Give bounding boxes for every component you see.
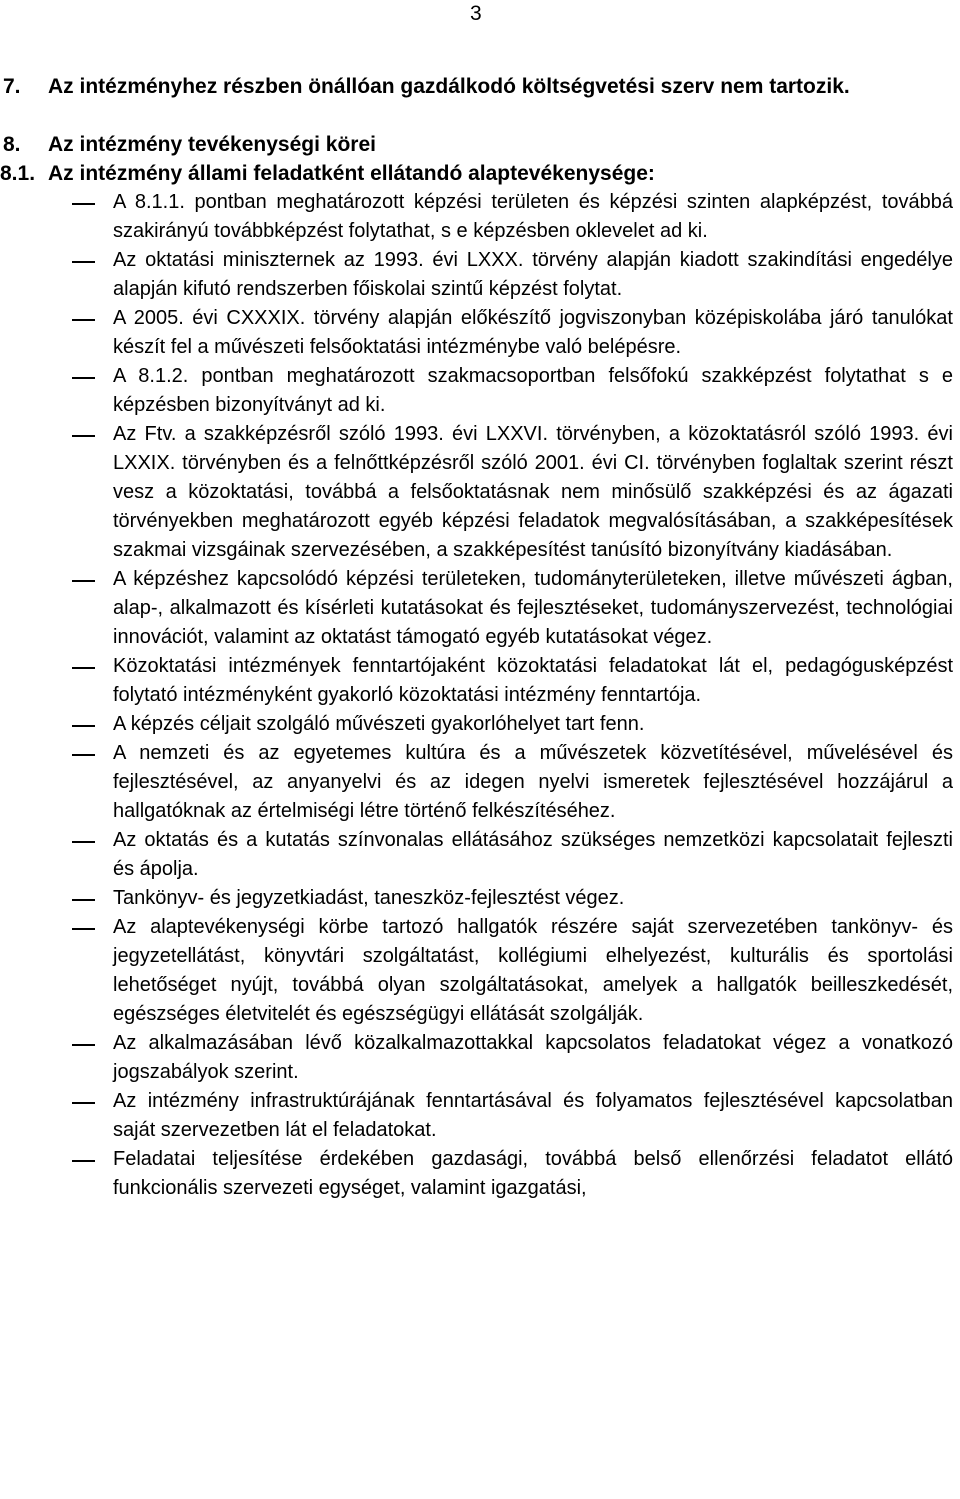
dash-bullet-icon <box>72 899 95 901</box>
section-8-heading <box>0 130 960 159</box>
dash-bullet-icon <box>72 435 95 437</box>
list-item-text: A képzéshez kapcsolódó képzési területeken, tudományterületeken, illetve művészeti ágban, alap-, alkalmazott és kísérleti kutatásokat és fejlesztéseket, tudományszervezést, technológiai innovációt, valamint az oktatást támogató egyéb kutatásokat végez. <box>113 568 953 648</box>
list-item <box>0 565 953 652</box>
list-item-text: A nemzeti és az egyetemes kultúra és a művészetek közvetítésével, művelésével és fejlesztésével, az anyanyelvi és az idegen nyelvi ismeretek fejlesztésével hozzájárul a hallgatóknak az értelmiségi létre történő felkészítéséhez. <box>113 742 953 822</box>
dash-bullet-icon <box>72 377 95 379</box>
dash-bullet-icon <box>72 928 95 930</box>
list-item <box>0 246 953 304</box>
list-item <box>0 420 953 565</box>
list-item-text: Közoktatási intézmények fenntartójaként közoktatási feladatokat lát el, pedagógusképzést folytató intézményként gyakorló közoktatási intézmény fenntartója. <box>113 655 953 706</box>
section-7-text: Az intézményhez részben önállóan gazdálkodó költségvetési szerv nem tartozik. <box>48 75 850 98</box>
task-list <box>0 188 960 1203</box>
dash-bullet-icon <box>72 580 95 582</box>
list-item-text: Az alaptevékenységi körbe tartozó hallgatók részére saját szervezetében tankönyv- és jegyzetellátást, könyvtári szolgáltatást, kollégiumi elhelyezést, kulturális és sportolási lehetőséget nyújt, továbbá olyan szolgáltatásokat, amelyek a hallgatók beilleszkedését, egészséges életvitelét és egészségügyi ellátását szolgálják. <box>113 916 953 1025</box>
dash-bullet-icon <box>72 261 95 263</box>
list-item-text: Tankönyv- és jegyzetkiadást, taneszköz-fejlesztést végez. <box>113 887 625 909</box>
section-8-number: 8. <box>3 133 21 156</box>
list-item-text: A képzés céljait szolgáló művészeti gyakorlóhelyet tart fenn. <box>113 713 645 735</box>
list-item-text: Feladatai teljesítése érdekében gazdasági, továbbá belső ellenőrzési feladatot ellátó funkcionális szervezeti egységet, valamint igazgatási, <box>113 1148 953 1199</box>
section-7-number: 7. <box>3 75 21 98</box>
list-item <box>0 362 953 420</box>
list-item <box>0 826 953 884</box>
dash-bullet-icon <box>72 1102 95 1104</box>
list-item-text: A 8.1.2. pontban meghatározott szakmacsoportban felsőfokú szakképzést folytathat s e képzésben bizonyítványt ad ki. <box>113 365 953 416</box>
list-item-text: Az alkalmazásában lévő közalkalmazottakkal kapcsolatos feladatokat végez a vonatkozó jogszabályok szerint. <box>113 1032 953 1083</box>
list-item-text: A 8.1.1. pontban meghatározott képzési területen és képzési szinten alapképzést, továbbá szakirányú továbbképzést folytathat, s e képzésben oklevelet ad ki. <box>113 191 953 242</box>
list-item <box>0 1145 953 1203</box>
dash-bullet-icon <box>72 1160 95 1162</box>
list-item-text: Az Ftv. a szakképzésről szóló 1993. évi LXXVI. törvényben, a közoktatásról szóló 1993. évi LXXIX. törvényben és a felnőttképzésről szóló 2001. évi CI. törvényben foglaltak szerint részt vesz a közoktatási, továbbá a felsőoktatásnak nem minősülő szakképzési és az ágazati törvényekben meghatározott egyéb képzési feladatok megvalósításában, a szakképesítések szakmai vizsgáinak szervezésében, a szakképesítést tanúsító bizonyítvány kiadásában. <box>113 423 953 561</box>
list-item <box>0 884 953 913</box>
document-body <box>0 72 960 1203</box>
dash-bullet-icon <box>72 725 95 727</box>
dash-bullet-icon <box>72 754 95 756</box>
dash-bullet-icon <box>72 1044 95 1046</box>
list-item <box>0 710 953 739</box>
section-7-heading <box>0 72 960 101</box>
list-item <box>0 652 953 710</box>
dash-bullet-icon <box>72 319 95 321</box>
list-item-text: Az oktatás és a kutatás színvonalas ellátásához szükséges nemzetközi kapcsolatait fejleszti és ápolja. <box>113 829 953 880</box>
section-8-1-number: 8.1. <box>0 162 36 185</box>
list-item-text: Az oktatási miniszternek az 1993. évi LXXX. törvény alapján kiadott szakindítási engedélye alapján kifutó rendszerben főiskolai szintű képzést folytat. <box>113 249 953 300</box>
list-item <box>0 739 953 826</box>
dash-bullet-icon <box>72 203 95 205</box>
list-item <box>0 1029 953 1087</box>
section-8-1-text: Az intézmény állami feladatként ellátandó alaptevékenysége: <box>48 162 655 185</box>
section-8-text: Az intézmény tevékenységi körei <box>48 133 376 156</box>
list-item-text: A 2005. évi CXXXIX. törvény alapján előkészítő jogviszonyban középiskolába járó tanulókat készít fel a művészeti felsőoktatási intézménybe való belépésre. <box>113 307 953 358</box>
dash-bullet-icon <box>72 841 95 843</box>
list-item <box>0 304 953 362</box>
list-item <box>0 188 953 246</box>
list-item <box>0 913 953 1029</box>
section-8-1-heading <box>0 159 960 188</box>
page-number: 3 <box>470 2 482 25</box>
dash-bullet-icon <box>72 667 95 669</box>
list-item <box>0 1087 953 1145</box>
list-item-text: Az intézmény infrastruktúrájának fenntartásával és folyamatos fejlesztésével kapcsolatban saját szervezetben lát el feladatokat. <box>113 1090 953 1141</box>
